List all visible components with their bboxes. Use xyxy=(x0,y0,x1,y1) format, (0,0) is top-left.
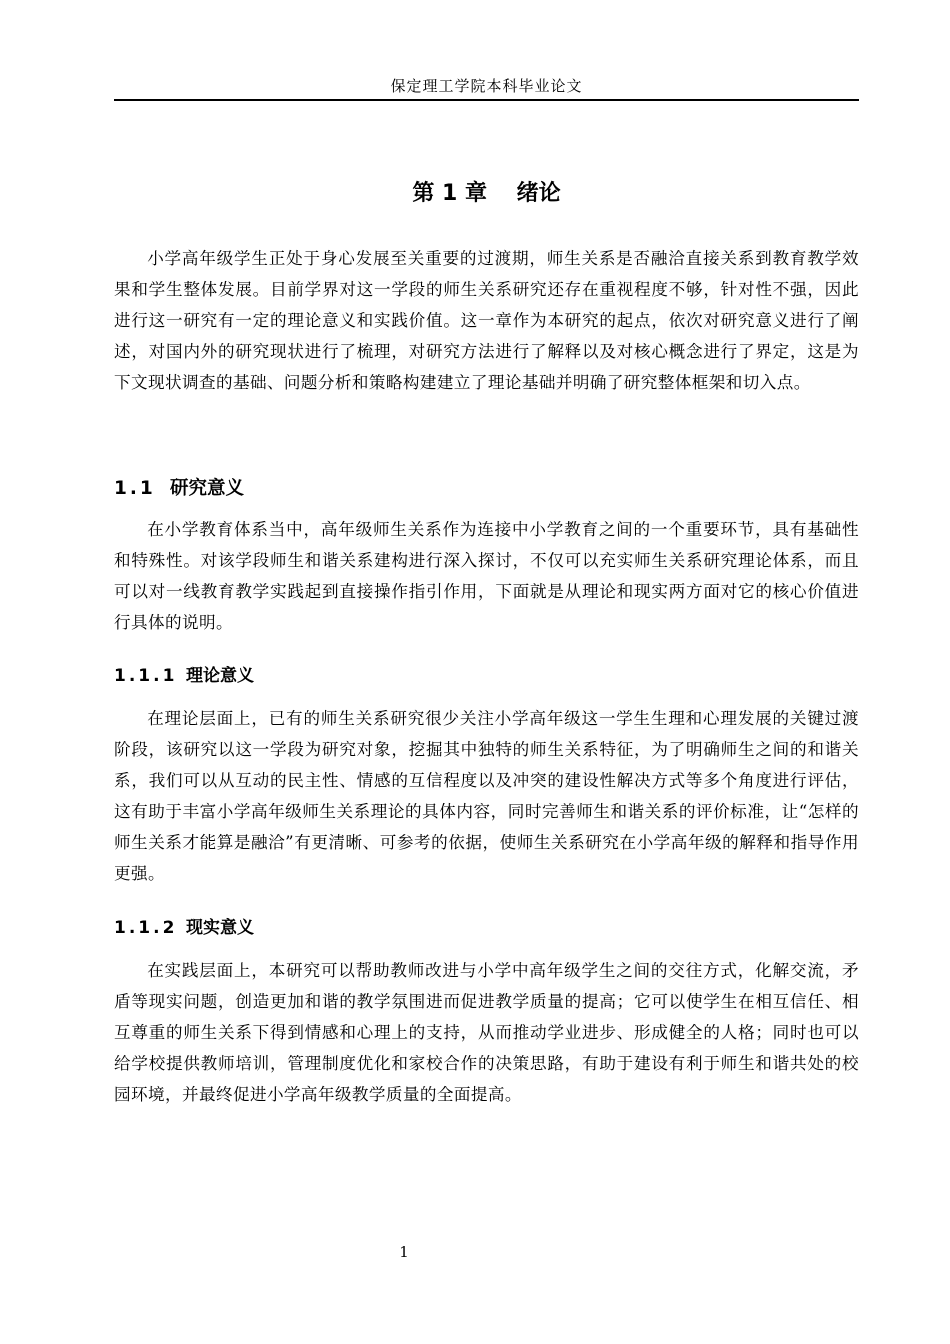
header-rule xyxy=(114,99,859,101)
subsection-number: 1.1.1 xyxy=(114,666,178,686)
page-number: 1 xyxy=(399,1243,409,1261)
subsection-number: 1.1.2 xyxy=(114,918,178,938)
subsection-heading-1-1-1 xyxy=(114,663,254,689)
section-1-1-2-paragraph: 在实践层面上，本研究可以帮助教师改进与小学中高年级学生之间的交往方式，化解交流，矛盾等现实问题，创造更加和谐的教学氛围进而促进教学质量的提高；它可以使学生在相互信任、相互尊重的师生关系下得到情感和心理上的支持，从而推动学业进步、形成健全的人格；同时也可以给学校提供教师培训，管理制度优化和家校合作的决策思路，有助于建设有利于师生和谐共处的校园环境，并最终促进小学高年级教学质量的全面提高。 xyxy=(114,961,859,1104)
subsection-heading-1-1-2 xyxy=(114,915,254,941)
chapter-intro-paragraph: 小学高年级学生正处于身心发展至关重要的过渡期，师生关系是否融洽直接关系到教育教学效果和学生整体发展。目前学界对这一学段的师生关系研究还存在重视程度不够，针对性不强，因此进行这一研究有一定的理论意义和实践价值。这一章作为本研究的起点，依次对研究意义进行了阐述，对国内外的研究现状进行了梳理，对研究方法进行了解释以及对核心概念进行了界定，这是为下文现状调查的基础、问题分析和策略构建建立了理论基础并明确了研究整体框架和切入点。 xyxy=(114,249,859,392)
section-number: 1.1 xyxy=(114,478,156,499)
subsection-title: 现实意义 xyxy=(186,918,254,938)
section-1-1-1-paragraph: 在理论层面上，已有的师生关系研究很少关注小学高年级这一学生生理和心理发展的关键过渡阶段，该研究以这一学段为研究对象，挖掘其中独特的师生关系特征，为了明确师生之间的和谐关系，我们可以从互动的民主性、情感的互信程度以及冲突的建设性解决方式等多个角度进行评估，这有助于丰富小学高年级师生关系理论的具体内容，同时完善师生和谐关系的评价标准，让“怎样的师生关系才能算是融洽”有更清晰、可参考的依据，使师生关系研究在小学高年级的解释和指导作用更强。 xyxy=(114,709,859,883)
page-header: 保定理工学院本科毕业论文 xyxy=(390,77,583,95)
section-title: 研究意义 xyxy=(170,478,245,499)
section-heading-1-1 xyxy=(114,475,244,503)
section-1-1-paragraph: 在小学教育体系当中，高年级师生关系作为连接中小学教育之间的一个重要环节，具有基础性和特殊性。对该学段师生和谐关系建构进行深入探讨，不仅可以充实师生关系研究理论体系，而且可以对一线教育教学实践起到直接操作指引作用，下面就是从理论和现实两方面对它的核心价值进行具体的说明。 xyxy=(114,520,859,632)
chapter-title: 第 1 章 绪论 xyxy=(412,181,561,206)
subsection-title: 理论意义 xyxy=(186,666,254,686)
